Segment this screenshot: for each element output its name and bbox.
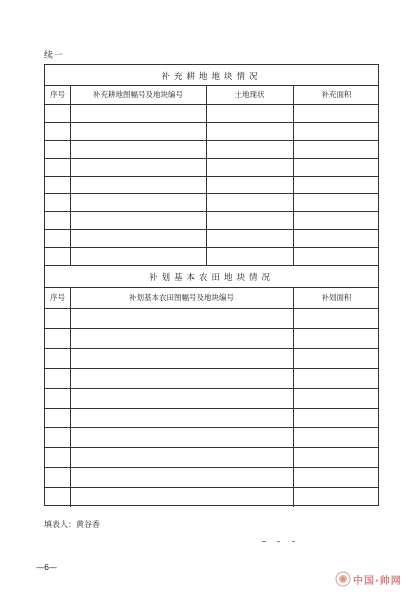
section2-row-rule: [45, 447, 378, 448]
watermark: [333, 569, 415, 591]
section1-title: 补充耕地地块情况: [161, 72, 262, 82]
section2-row-rule: [45, 368, 378, 369]
scan-mark-1: [262, 541, 266, 542]
section2-title-rule: [45, 287, 378, 288]
section1-header-2: 补充耕地图幅号及地块编号: [93, 90, 183, 99]
section1-row-rule: [45, 176, 378, 177]
section1-header-4: 补充面积: [321, 90, 352, 99]
section2-row-rule: [45, 348, 378, 349]
section1-column-rule: [70, 85, 71, 265]
section2-column-rule: [293, 287, 294, 507]
section1-header-3: 土地现状: [234, 90, 265, 99]
continued-label: 续一: [44, 51, 64, 61]
watermark-text: 中国·帅网: [353, 576, 402, 587]
section2-row-rule: [45, 328, 378, 329]
section2-row-rule: [45, 467, 378, 468]
section1-row-rule: [45, 158, 378, 159]
section1-row-rule: [45, 193, 378, 194]
section1-row-rule: [45, 247, 378, 248]
section1-title-rule: [45, 85, 378, 86]
section1-column-rule: [206, 85, 207, 265]
section1-row-rule: [45, 229, 378, 230]
section2-row-rule: [45, 408, 378, 409]
section1-row-rule: [45, 211, 378, 212]
section1-header-1: 序号: [50, 90, 65, 99]
section2-header-3: 补划面积: [321, 293, 352, 302]
national-emblem-icon: [335, 571, 351, 587]
section2-header-1: 序号: [50, 293, 65, 302]
section2-column-rule: [70, 287, 71, 507]
section2-row-rule: [45, 427, 378, 428]
section1-column-rule: [293, 85, 294, 265]
section2-header-rule: [45, 308, 378, 309]
section2-title: 补划基本农田地块情况: [148, 273, 274, 283]
section2-row-rule: [45, 388, 378, 389]
section2-header-2: 补划基本农田图幅号及地块编号: [129, 293, 234, 302]
scan-mark-3: [292, 541, 295, 542]
scan-mark-2: [277, 541, 280, 542]
filler-label: 填表人：黄谷香: [44, 520, 100, 529]
section1-bottom-rule: [45, 265, 378, 266]
section2-row-rule: [45, 487, 378, 488]
section1-row-rule: [45, 140, 378, 141]
page-number: —6—: [36, 563, 58, 572]
land-form-table: [44, 64, 379, 506]
section1-row-rule: [45, 122, 378, 123]
section1-header-rule: [45, 104, 378, 105]
